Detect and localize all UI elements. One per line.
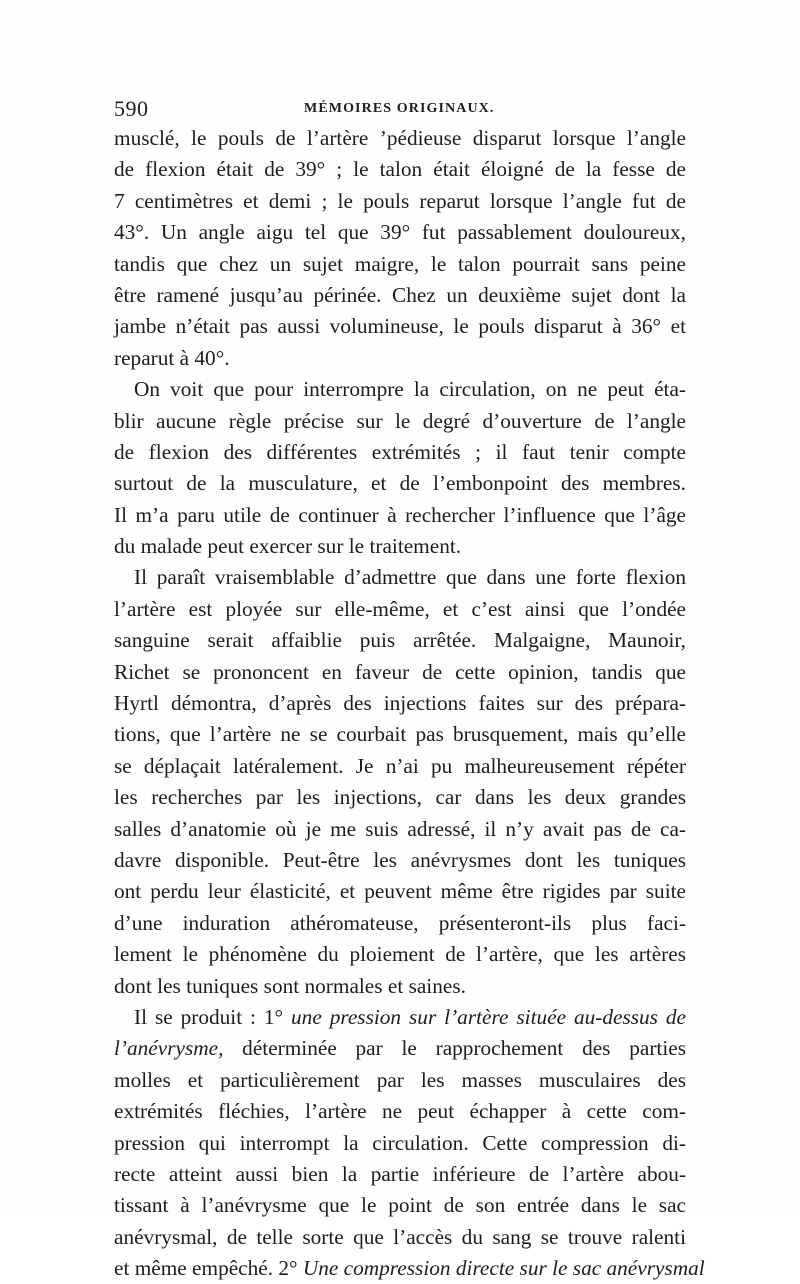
text-run: déterminée par le rapprochement des parties	[242, 1036, 686, 1061]
text-line: dont les tuniques sont normales et saines.	[114, 973, 466, 998]
text-line: Il m’a paru utile de continuer à rechercher l’influence que l’âge	[114, 502, 686, 527]
text-line: surtout de la musculature, et de l’embonpoint des membres.	[114, 471, 686, 496]
text-line: tions, que l’artère ne se courbait pas brusquement, mais qu’elle	[114, 722, 686, 747]
text-line: davre disponible. Peut-être les anévrysmes dont les tuniques	[114, 847, 686, 872]
text-line	[114, 1253, 705, 1284]
page-header	[114, 96, 685, 124]
text-line: reparut à 40°.	[114, 345, 230, 370]
text-line: sanguine serait affaiblie puis arrêtée. Malgaigne, Maunoir,	[114, 628, 686, 653]
italic-run: l’anévrysme,	[114, 1036, 224, 1061]
text-line: les recherches par les injections, car dans les deux grandes	[114, 785, 686, 810]
text-line: 7 centimètres et demi ; le pouls reparut lorsque l’angle fut de	[114, 188, 686, 213]
body-text	[114, 123, 705, 1284]
text-line: anévrysmal, de telle sorte que l’accès du sang se trouve ralenti	[114, 1224, 686, 1249]
text-line: lement le phénomène du ploiement de l’artère, que les artères	[114, 942, 686, 967]
text-line: molles et particulièrement par les masses musculaires des	[114, 1067, 686, 1092]
text-line: blir aucune règle précise sur le degré d’ouverture de l’angle	[114, 408, 686, 433]
text-line: de flexion était de 39° ; le talon était éloigné de la fesse de	[114, 157, 686, 182]
text-line: de flexion des différentes extrémités ; il faut tenir compte	[114, 439, 686, 464]
text-line: On voit que pour interrompre la circulation, on ne peut éta-	[134, 377, 686, 402]
text-line: être ramené jusqu’au périnée. Chez un deuxième sujet dont la	[114, 282, 686, 307]
italic-run: Une compression directe sur le sac anévrysmal	[302, 1256, 705, 1281]
running-title: MÉMOIRES ORIGINAUX.	[304, 101, 495, 116]
text-line: l’artère est ployée sur elle-même, et c’est ainsi que l’ondée	[114, 596, 686, 621]
text-line: Richet se prononcent en faveur de cette opinion, tandis que	[114, 659, 686, 684]
text-line: d’une induration athéromateuse, présenteront-ils plus faci-	[114, 910, 686, 935]
text-line: tissant à l’anévrysme que le point de son entrée dans le sac	[114, 1193, 686, 1218]
text-line: Il paraît vraisemblable d’admettre que dans une forte flexion	[134, 565, 686, 590]
text-line: musclé, le pouls de l’artère ’pédieuse disparut lorsque l’angle	[114, 126, 686, 150]
text-line: ont perdu leur élasticité, et peuvent même être rigides par suite	[114, 879, 686, 904]
text-run: Il se produit : 1°	[134, 1004, 284, 1029]
page-number: 590	[114, 96, 149, 121]
text-line: du malade peut exercer sur le traitement.	[114, 534, 462, 559]
text-line: salles d’anatomie où je me suis adressé, il n’y avait pas de ca-	[114, 816, 686, 841]
text-line	[114, 1002, 686, 1033]
text-line: Hyrtl démontra, d’après des injections faites sur des prépara-	[114, 691, 686, 716]
text-line: jambe n’était pas aussi volumineuse, le pouls disparut à 36° et	[114, 314, 686, 339]
text-line: extrémités fléchies, l’artère ne peut échapper à cette com-	[114, 1099, 686, 1124]
text-line	[114, 1033, 686, 1064]
text-line: se déplaçait latéralement. Je n’ai pu malheureusement répéter	[114, 753, 686, 778]
text-run: et même empêché. 2°	[114, 1256, 298, 1281]
text-line: 43°. Un angle aigu tel que 39° fut passablement douloureux,	[114, 220, 686, 245]
italic-run: une pression sur l’artère située au-dessus de	[291, 1004, 686, 1029]
text-line: tandis que chez un sujet maigre, le talon pourrait sans peine	[114, 251, 686, 276]
text-line: pression qui interrompt la circulation. Cette compression di-	[114, 1130, 686, 1155]
text-line: recte atteint aussi bien la partie inférieure de l’artère abou-	[114, 1161, 686, 1186]
